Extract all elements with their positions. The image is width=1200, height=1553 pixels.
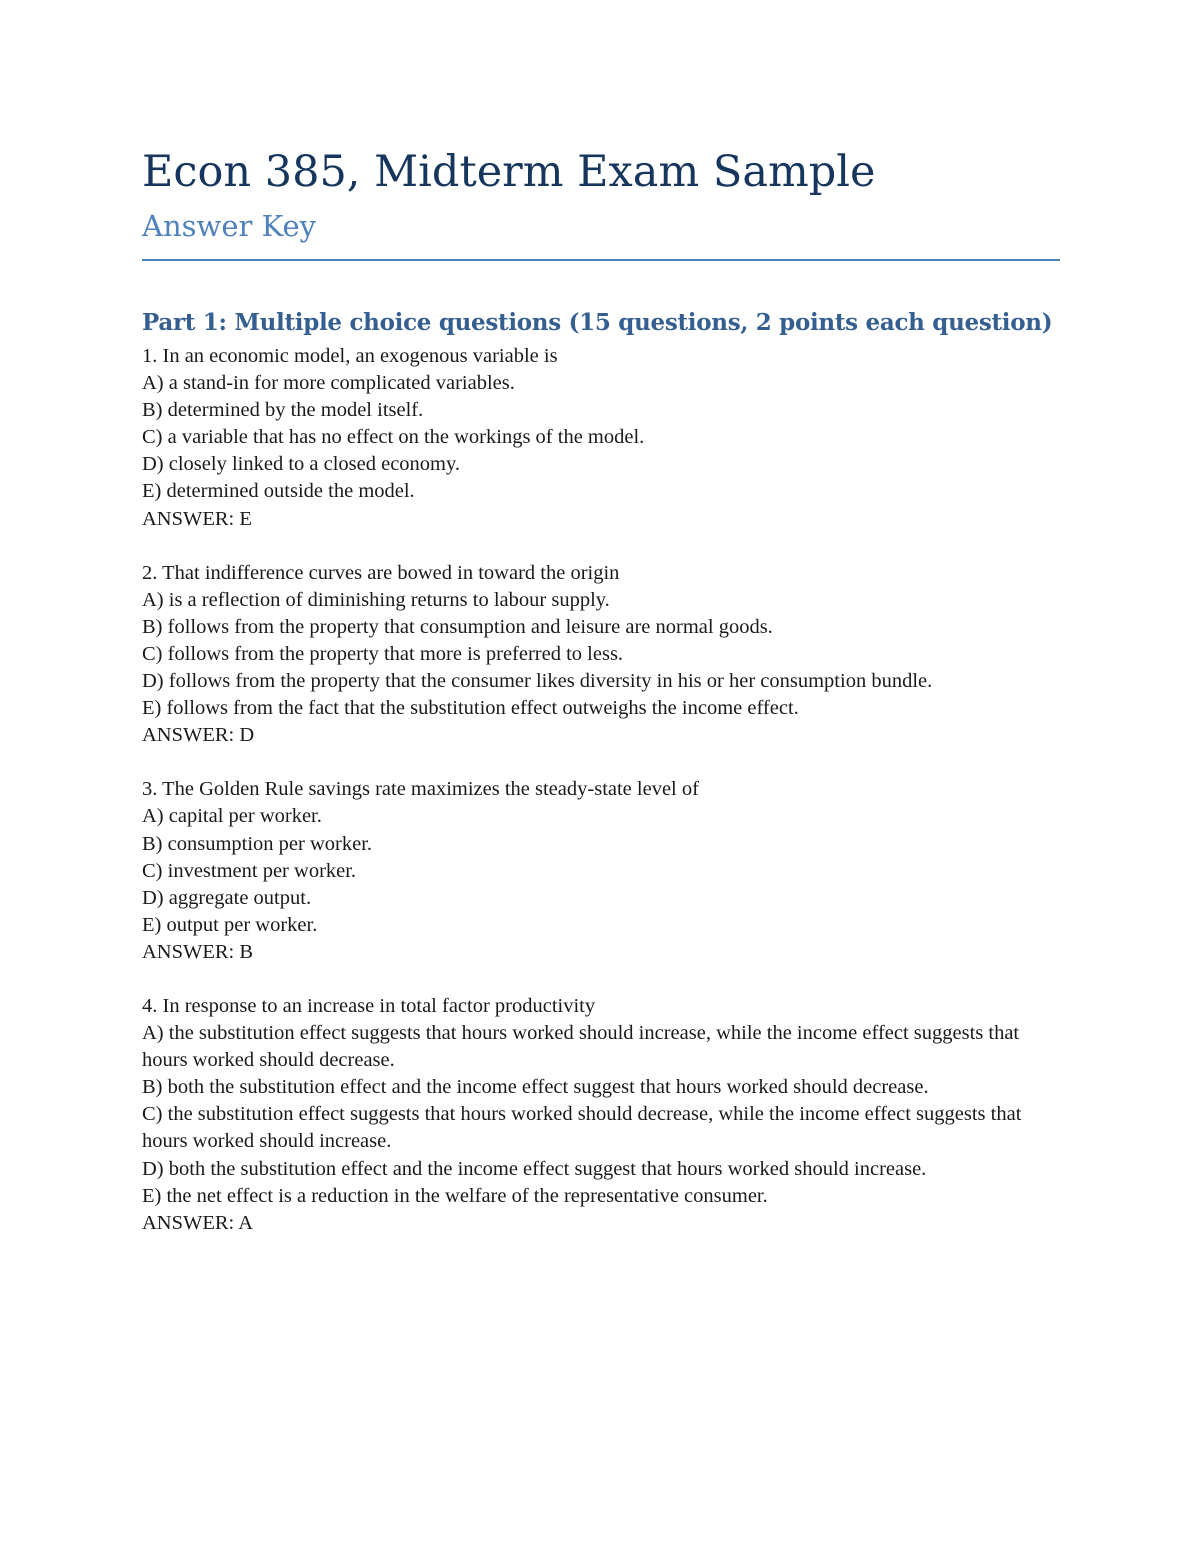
option-d: D) follows from the property that the consumer likes diversity in his or her consumption bundle.	[142, 670, 933, 693]
option-c: C) investment per worker.	[142, 859, 357, 882]
option-a: A) capital per worker.	[142, 805, 322, 828]
question-3	[142, 776, 1060, 966]
question-stem: 3. The Golden Rule savings rate maximizes the steady-state level of	[142, 778, 699, 801]
question-4	[142, 993, 1060, 1237]
question-2	[142, 560, 1060, 750]
option-b: B) consumption per worker.	[142, 832, 373, 855]
option-a: A) is a reflection of diminishing returns to labour supply.	[142, 588, 610, 611]
option-a: A) a stand-in for more complicated variables.	[142, 372, 515, 395]
option-d: D) both the substitution effect and the income effect suggest that hours worked should increase.	[142, 1157, 927, 1180]
option-e: E) the net effect is a reduction in the welfare of the representative consumer.	[142, 1184, 768, 1207]
answer-line: ANSWER: D	[142, 724, 255, 747]
answer-line: ANSWER: E	[142, 507, 252, 530]
option-c: C) the substitution effect suggests that hours worked should decrease, while the income effect suggests that hours worked should increase.	[142, 1103, 1022, 1153]
title-divider	[142, 259, 1060, 261]
document-title: Econ 385, Midterm Exam Sample	[142, 147, 876, 197]
answer-line: ANSWER: B	[142, 940, 254, 963]
option-d: D) aggregate output.	[142, 886, 312, 909]
option-e: E) follows from the fact that the substitution effect outweighs the income effect.	[142, 697, 799, 720]
option-e: E) determined outside the model.	[142, 480, 415, 503]
option-a: A) the substitution effect suggests that hours worked should increase, while the income effect suggests that hours worked should decrease.	[142, 1022, 1020, 1072]
question-1	[142, 343, 1060, 533]
option-c: C) a variable that has no effect on the workings of the model.	[142, 426, 645, 449]
section-heading: Part 1: Multiple choice questions (15 questions, 2 points each question)	[142, 309, 1053, 336]
document-page	[142, 140, 1060, 1237]
answer-line: ANSWER: A	[142, 1211, 254, 1234]
option-c: C) follows from the property that more is preferred to less.	[142, 642, 624, 665]
option-b: B) follows from the property that consumption and leisure are normal goods.	[142, 615, 773, 638]
document-subtitle: Answer Key	[142, 209, 316, 243]
option-b: B) determined by the model itself.	[142, 399, 424, 422]
option-e: E) output per worker.	[142, 913, 318, 936]
question-stem: 2. That indifference curves are bowed in toward the origin	[142, 561, 620, 584]
question-stem: 1. In an economic model, an exogenous variable is	[142, 345, 558, 367]
option-d: D) closely linked to a closed economy.	[142, 453, 461, 476]
option-b: B) both the substitution effect and the income effect suggest that hours worked should decrease.	[142, 1076, 929, 1099]
question-stem: 4. In response to an increase in total factor productivity	[142, 994, 596, 1017]
